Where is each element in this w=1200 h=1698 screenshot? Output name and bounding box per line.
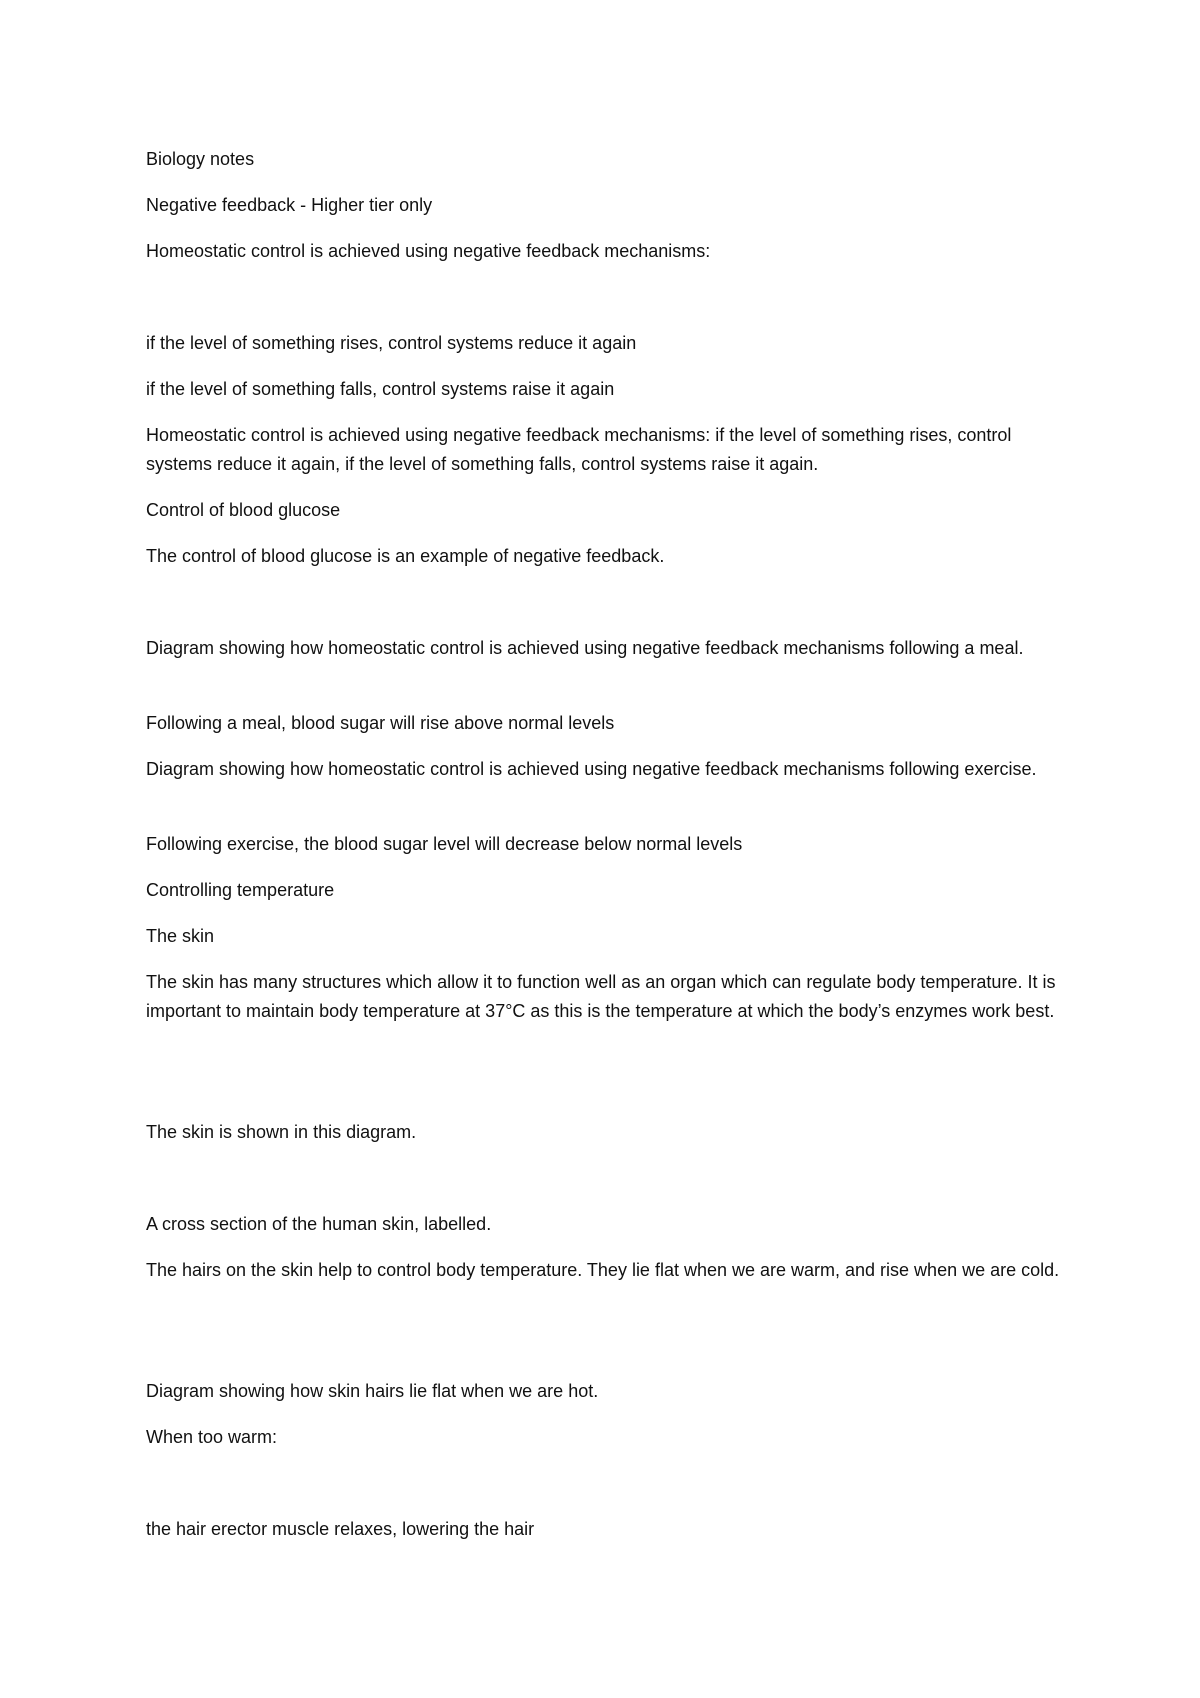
section-heading-skin: The skin: [146, 926, 215, 946]
paragraph-homeostatic-intro: Homeostatic control is achieved using negative feedback mechanisms:: [146, 241, 711, 261]
paragraph-when-too-warm: When too warm:: [146, 1427, 278, 1447]
section-heading-negative-feedback: Negative feedback - Higher tier only: [146, 195, 433, 215]
paragraph-skin-hairs: The hairs on the skin help to control body temperature. They lie flat when we are warm, and rise when we are cold.: [146, 1260, 1060, 1280]
caption-diagram-meal: Diagram showing how homeostatic control is achieved using negative feedback mechanisms following a meal.: [146, 638, 1024, 658]
document-title: Biology notes: [146, 149, 255, 169]
caption-skin-cross-section: A cross section of the human skin, labelled.: [146, 1214, 492, 1234]
paragraph-skin-structures: The skin has many structures which allow it to function well as an organ which can regulate body temperature. It is important to maintain body temperature at 37°C as this is the temperature at which the body’s enzymes work best.: [146, 972, 1056, 1021]
caption-diagram-hairs-flat: Diagram showing how skin hairs lie flat when we are hot.: [146, 1381, 599, 1401]
paragraph-skin-diagram: The skin is shown in this diagram.: [146, 1122, 417, 1142]
section-heading-blood-glucose: Control of blood glucose: [146, 500, 341, 520]
paragraph-homeostatic-summary: Homeostatic control is achieved using negative feedback mechanisms: if the level of something rises, control systems reduce it again, if the level of something falls, control systems raise it again.: [146, 425, 1012, 474]
section-heading-temperature: Controlling temperature: [146, 880, 335, 900]
paragraph-after-meal: Following a meal, blood sugar will rise above normal levels: [146, 713, 615, 733]
paragraph-blood-glucose: The control of blood glucose is an example of negative feedback.: [146, 546, 665, 566]
list-item-level-rises: if the level of something rises, control systems reduce it again: [146, 333, 637, 353]
caption-diagram-exercise: Diagram showing how homeostatic control is achieved using negative feedback mechanisms following exercise.: [146, 759, 1037, 779]
paragraph-after-exercise: Following exercise, the blood sugar level will decrease below normal levels: [146, 834, 743, 854]
list-item-hair-erector-relaxes: the hair erector muscle relaxes, lowering the hair: [146, 1519, 535, 1539]
list-item-level-falls: if the level of something falls, control systems raise it again: [146, 379, 615, 399]
